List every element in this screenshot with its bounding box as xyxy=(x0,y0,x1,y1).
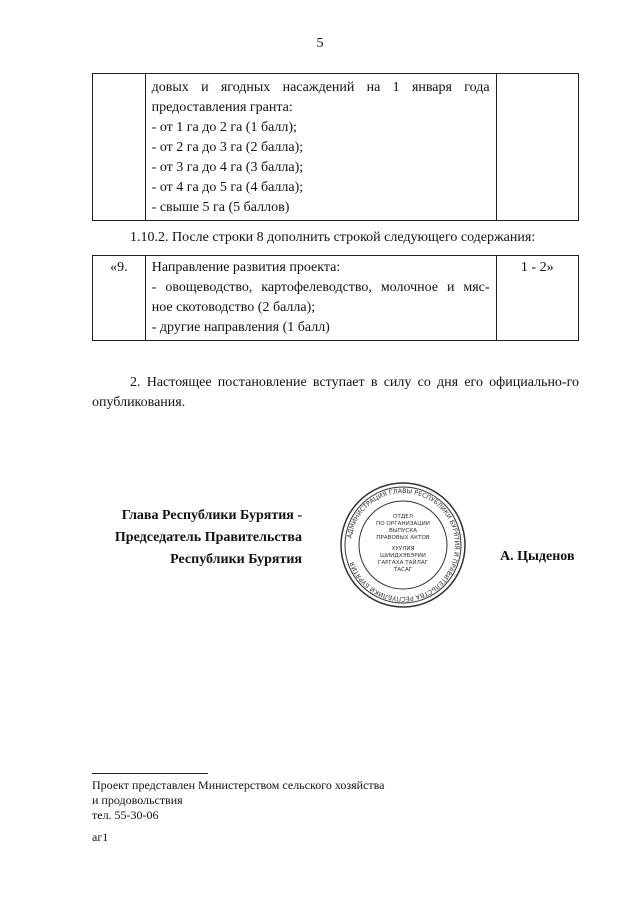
official-seal xyxy=(338,480,468,610)
seal-inner-line: ХУУЛИЯ xyxy=(391,546,415,552)
document-code: аг1 xyxy=(92,830,109,844)
svg-text:АДМИНИСТРАЦИЯ ГЛАВЫ РЕСПУБЛИКИ xyxy=(346,488,460,602)
criterion-line: - свыше 5 га (5 баллов) xyxy=(151,200,290,215)
criterion-line: довых и ягодных насаждений на 1 января года xyxy=(151,80,490,95)
table-cell-number xyxy=(93,74,146,221)
table-cell-score xyxy=(496,74,578,221)
seal-inner-line: ОТДЕЛ xyxy=(393,514,413,520)
seal-inner-line: ВЫПУСКА xyxy=(388,528,418,534)
criterion-line: предоставления гранта: xyxy=(151,100,293,115)
criterion-line: Направление развития проекта: xyxy=(151,260,341,275)
signatory-name: А. Цыденов xyxy=(500,549,575,564)
footnote xyxy=(92,778,384,823)
seal-inner-line: ПО ОРГАНИЗАЦИИ xyxy=(376,521,430,527)
criterion-line: - другие направления (1 балл) xyxy=(151,320,330,335)
footnote-line: и продовольствия xyxy=(92,793,183,807)
table-row xyxy=(93,74,579,221)
table-cell-criterion xyxy=(145,256,496,341)
criterion-line: - от 1 га до 2 га (1 балл); xyxy=(151,120,297,135)
criteria-table-new-row xyxy=(92,255,579,341)
signatory-title-line: Председатель Правительства xyxy=(114,530,302,545)
paragraph-effective-date: 2. Настоящее постановление вступает в силу со дня его официально-го опубликования. xyxy=(92,375,579,410)
criterion-line: - от 2 га до 3 га (2 балла); xyxy=(151,140,304,155)
page-number: 5 xyxy=(316,36,324,51)
table-cell-score: 1 - 2» xyxy=(496,256,578,341)
criterion-line: ное скотоводство (2 балла); xyxy=(151,300,316,315)
signatory-title xyxy=(92,505,302,571)
table-cell-number: «9. xyxy=(93,256,146,341)
table-row xyxy=(93,256,579,341)
seal-inner-line: ПРАВОВЫХ АКТОВ xyxy=(376,535,430,541)
seal-inner-line: ШИИДХЭБЭРИИ xyxy=(380,553,426,559)
criterion-line: - от 3 га до 4 га (3 балла); xyxy=(151,160,304,175)
criteria-table-continued xyxy=(92,73,579,221)
amendment-text: 1.10.2. После строки 8 дополнить строкой следующего содержания: xyxy=(130,230,536,245)
seal-inner-line: ТАСАГ xyxy=(393,567,413,573)
footnote-divider xyxy=(92,773,208,774)
seal-ring-text: АДМИНИСТРАЦИЯ ГЛАВЫ РЕСПУБЛИКИ БУРЯТИЯ И ПРАВИТЕЛЬСТВА РЕСПУБЛИКИ БУРЯТИЯ xyxy=(346,487,461,603)
footnote-line: Проект представлен Министерством сельского хозяйства xyxy=(92,778,385,792)
signatory-title-line: Глава Республики Бурятия - xyxy=(121,508,302,523)
signatory-title-line: Республики Бурятия xyxy=(170,552,302,567)
footnote-line: тел. 55-30-06 xyxy=(92,808,159,822)
seal-inner-line: ГАРГАХА ТАЙЛАГ xyxy=(377,560,429,566)
criterion-line: - от 4 га до 5 га (4 балла); xyxy=(151,180,304,195)
criterion-line: - овощеводство, картофелеводство, молочное и мяс- xyxy=(151,280,490,295)
table-cell-criterion xyxy=(145,74,496,221)
